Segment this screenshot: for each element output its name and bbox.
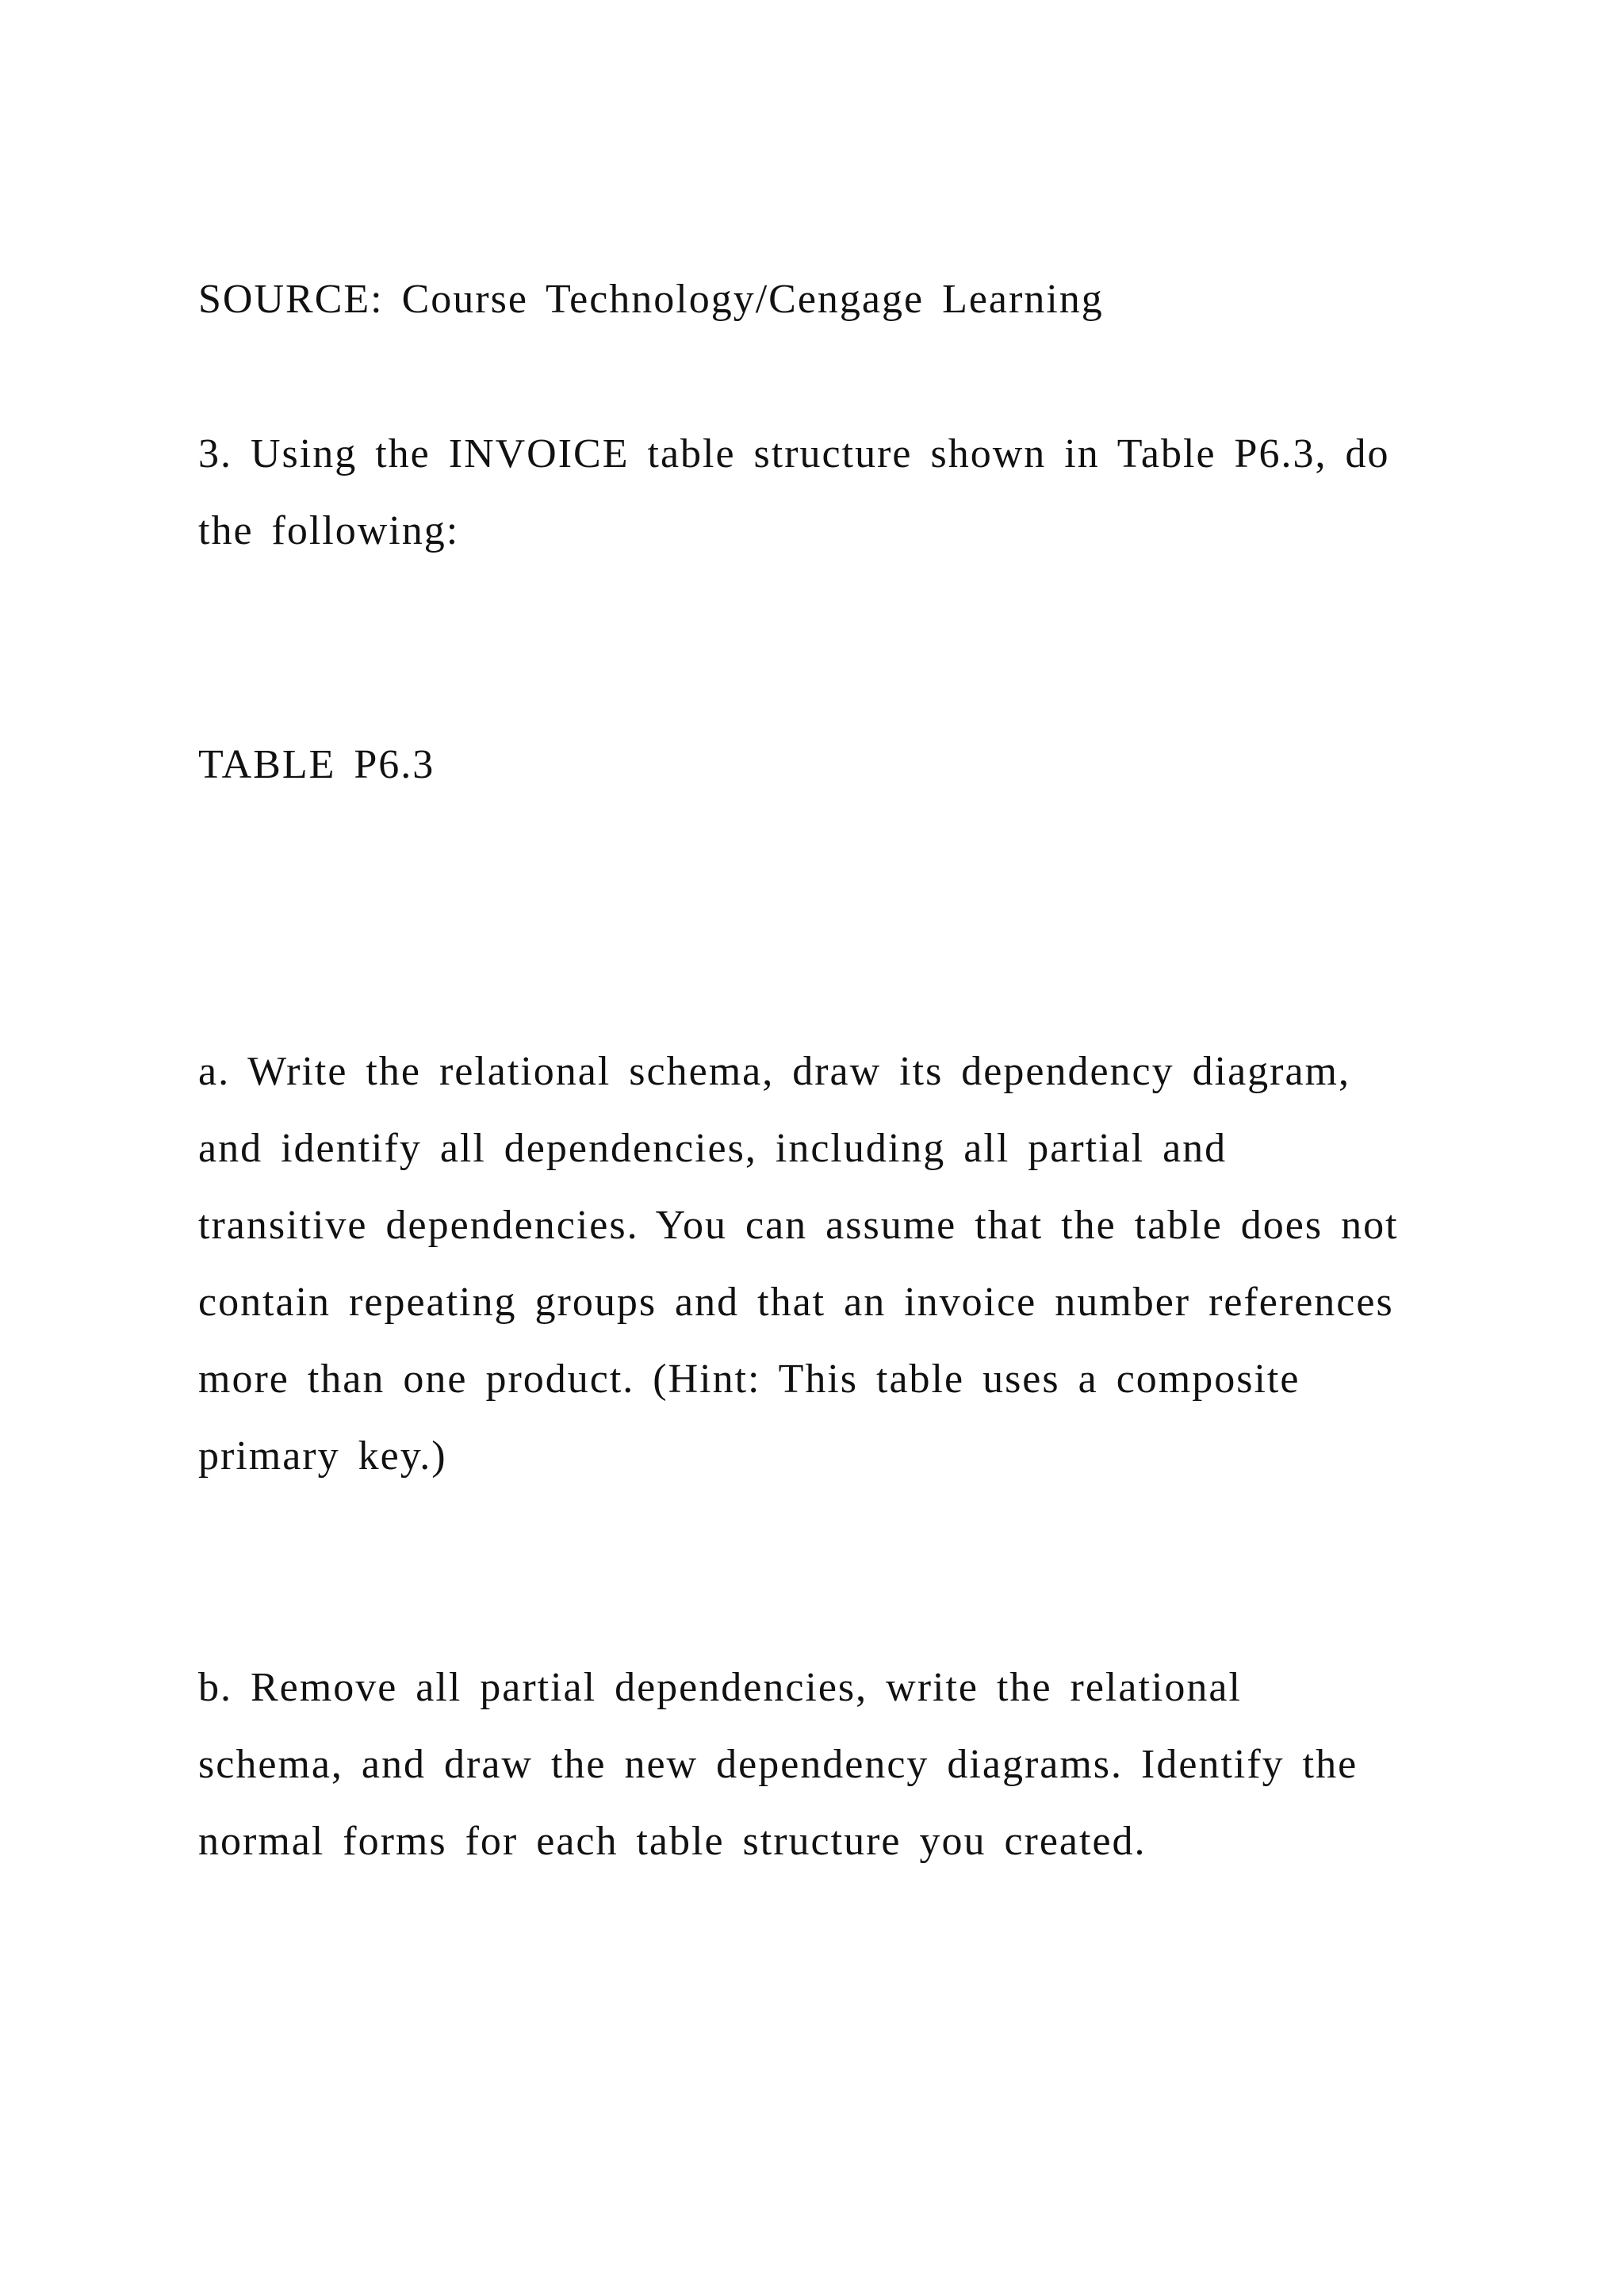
question-line-1: 3. Using the INVOICE table structure shown in Table P6.3, do xyxy=(198,431,1390,476)
part-b-line-2: schema, and draw the new dependency diagrams. Identify the xyxy=(198,1742,1358,1787)
part-b-line-3: normal forms for each table structure you created. xyxy=(198,1819,1147,1864)
part-a-line-1: a. Write the relational schema, draw its dependency diagram, xyxy=(198,1049,1350,1094)
part-a-line-2: and identify all dependencies, including all partial and xyxy=(198,1126,1228,1171)
table-label: TABLE P6.3 xyxy=(198,742,435,787)
source-line: SOURCE: Course Technology/Cengage Learning xyxy=(198,277,1104,322)
part-a-line-6: primary key.) xyxy=(198,1433,447,1479)
part-a-line-5: more than one product. (Hint: This table uses a composite xyxy=(198,1357,1300,1402)
part-a-line-3: transitive dependencies. You can assume that the table does not xyxy=(198,1203,1399,1248)
question-line-2: the following: xyxy=(198,508,460,553)
part-a-line-4: contain repeating groups and that an invoice number references xyxy=(198,1280,1394,1325)
part-b-line-1: b. Remove all partial dependencies, write the relational xyxy=(198,1665,1242,1710)
